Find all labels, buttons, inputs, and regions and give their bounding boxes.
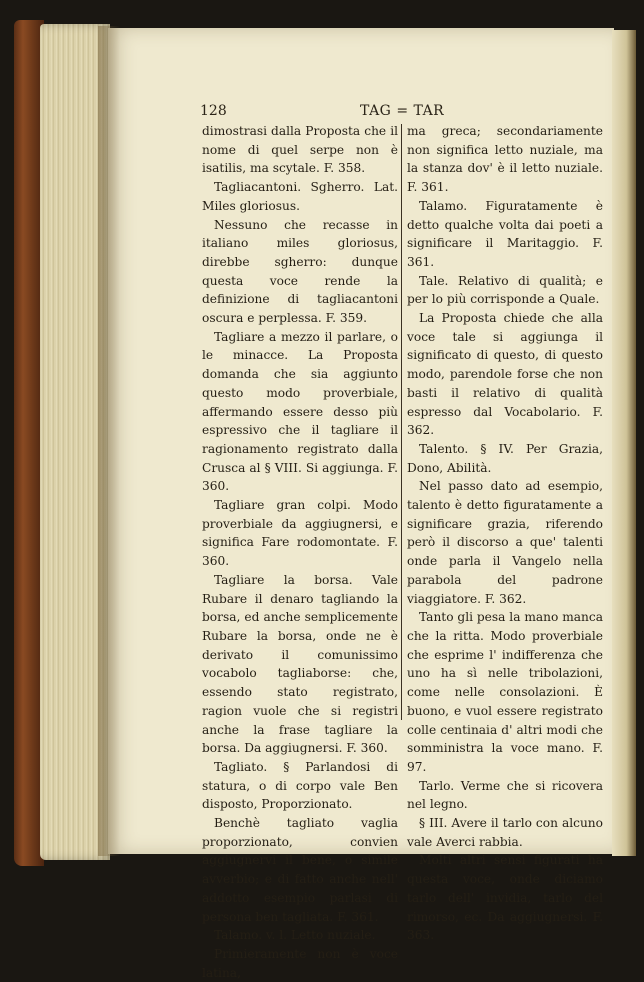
left-column <box>202 122 398 982</box>
entry-headword: Tagliato. § Parlandosi di statura, o di corpo vale Ben disposto, Proporzionato. <box>202 759 398 812</box>
entry-headword: Tarlo. Verme che si ricovera nel legno. <box>407 778 603 812</box>
next-page-edge <box>612 30 636 856</box>
paragraph: dimostrasi dalla Proposta che il nome di quel serpe non è isatilis, ma scytale. F. 358. <box>202 124 398 176</box>
entry-headword: Talamo. Figuratamente è detto qualche volta dai poeti a significare il Maritaggio. F. 361. <box>407 198 603 269</box>
gutter-shadow <box>98 26 120 856</box>
paragraph: § III. Avere il tarlo con alcuno vale Averci rabbia. <box>407 816 603 849</box>
running-head: TAG = TAR <box>360 103 445 119</box>
entry-headword: Talento. § IV. Per Grazia, Dono, Abilità. <box>407 441 603 475</box>
entry-headword: Tagliare gran colpi. Modo proverbiale da aggiugnersi, e significa Fare rodomontate. F. 360. <box>202 498 398 569</box>
entry-headword: Tagliacantoni. Sgherro. Lat. Miles gloriosus. <box>202 180 398 213</box>
right-column <box>407 122 603 945</box>
page-number: 128 <box>200 103 227 119</box>
entry-headword: Tagliare a mezzo il parlare, o le minacce. La Proposta domanda che sia aggiunto questo modo proverbiale, affermando essere desso più espressivo che il tagliare il ragionamento registrato dalla Crusca al § VIII. Si aggiunga. F. 360. <box>202 329 398 494</box>
paragraph: Nessuno che recasse in italiano miles gloriosus, direbbe sgherro: dunque questa voce rende la definizione di tagliacantoni oscura e perplessa. F. 359. <box>202 217 398 326</box>
entry-headword: Talamo. v. l. Letto nuziale. <box>214 928 376 943</box>
column-rule <box>401 124 402 720</box>
paragraph: Benchè tagliato vaglia proporzionato, convien aggiugnervi il bene, o simile avverbio; e di fatto anche nell' addotto esempio parlasi di persona ben tagliata. F. 361. <box>202 816 398 924</box>
paragraph: Molti altri sensi figurati ha questa voce, onde diciamo tarlo dell' invidia, tarlo del rimorso, ec. Da aggiugnersi. F. 363. <box>407 853 603 943</box>
entry-headword: Tanto gli pesa la mano manca che la ritta. Modo proverbiale che esprime l' indifferenza che uno ha sì nelle tribolazioni, come nelle consolazioni. È buono, e vuol essere registrato colle centinaia d' altri modi che somministra la voce mano. F. 97. <box>407 610 603 774</box>
entry-headword: Tagliare la borsa. Vale Rubare il denaro tagliando la borsa, ed anche semplicemente Rubare la borsa, onde ne è derivato il comunissimo vocabolo tagliaborse: che, essendo stato registrato, ragion vuole che si registri anche la frase tagliare la borsa. Da aggiugnersi. F. 360. <box>202 572 398 756</box>
paragraph: Nel passo dato ad esempio, talento è detto figuratamente a significare grazia, riferendo però il discorso a que' talenti onde parla il Vangelo nella parabola del padrone viaggiatore. F. 362. <box>407 479 603 606</box>
paragraph: Primieramente non è voce latina, <box>202 946 398 980</box>
paragraph: La Proposta chiede che alla voce tale si aggiunga il significato di questo, di questo modo, parendole forse che non basti il relativo di qualità espresso dal Vocabolario. F. 362. <box>407 311 603 438</box>
page-header <box>200 103 612 123</box>
paragraph: ma greca; secondariamente non significa letto nuziale, ma la stanza dov' è il letto nuziale. F. 361. <box>407 124 603 195</box>
entry-headword: Tale. Relativo di qualità; e per lo più corrisponde a Quale. <box>407 273 603 307</box>
